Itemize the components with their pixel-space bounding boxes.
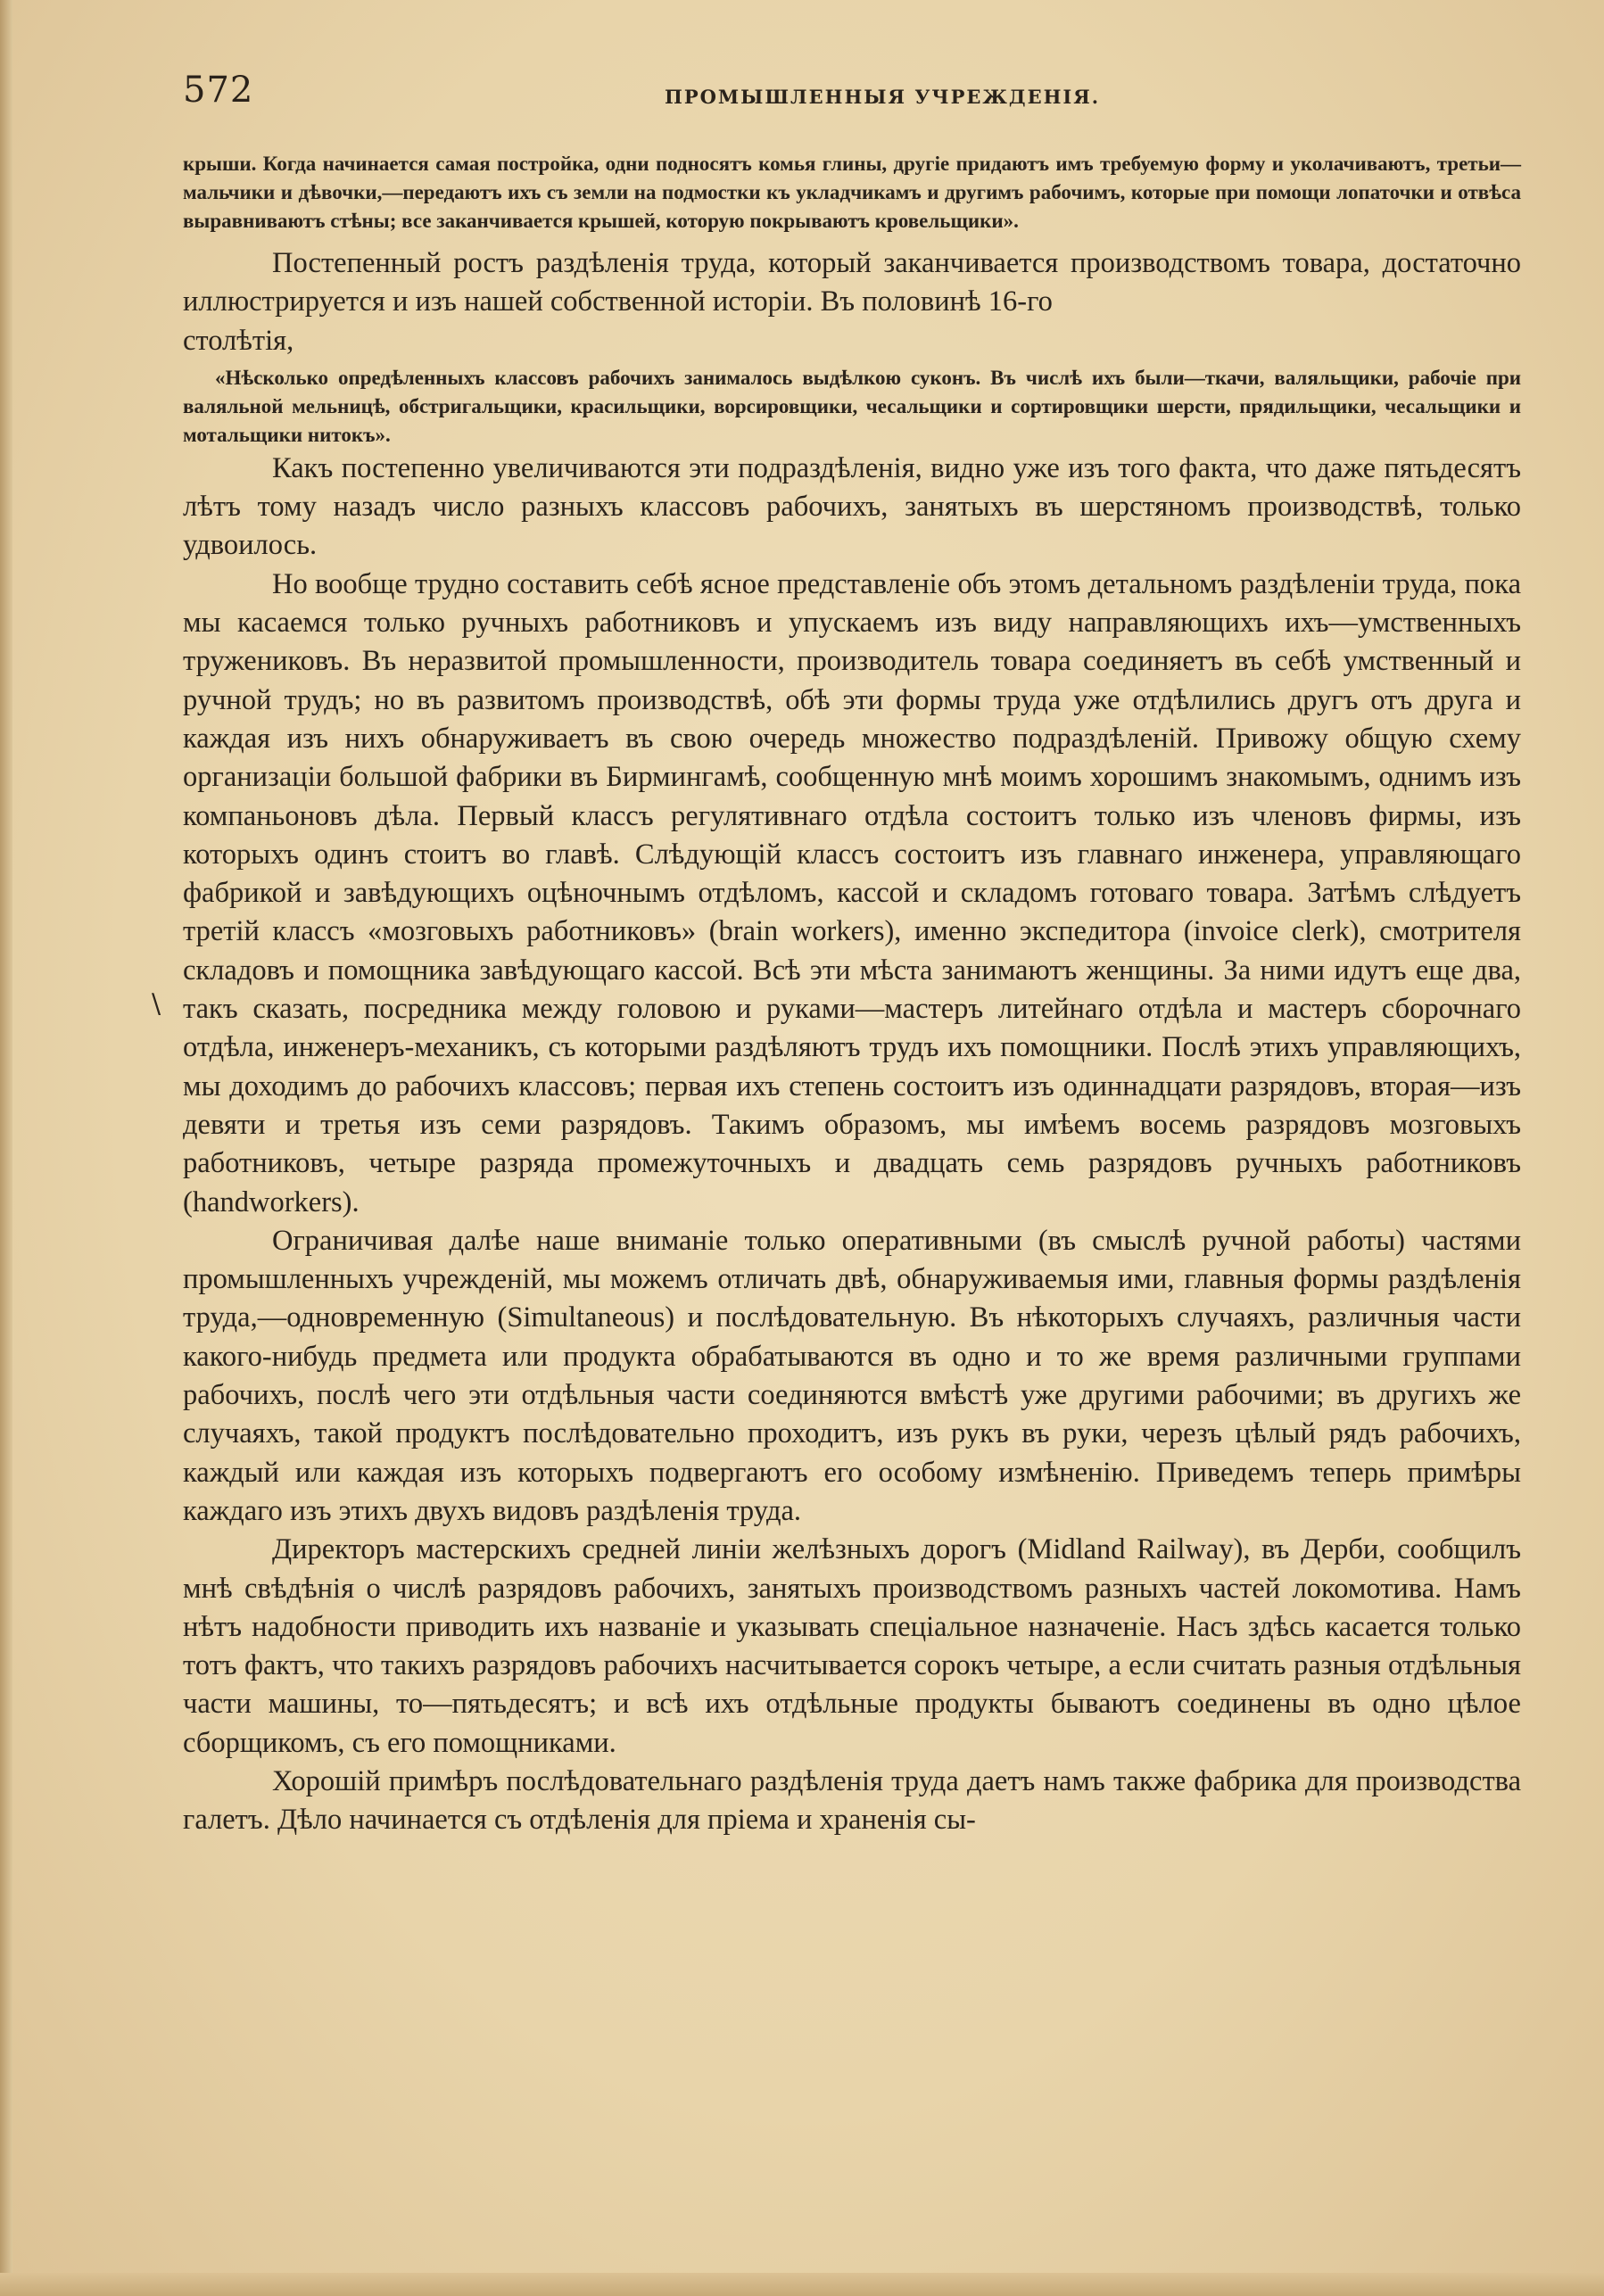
paragraph: Хорошій примѣръ послѣдовательнаго раздѣленія труда даетъ намъ также фабрика для производства галетъ. Дѣло начинается съ отдѣленія для пріема и храненія сы- [183,1764,1521,1837]
paragraph-end-line: столѣтія, [183,324,294,357]
paragraph: Постепенный ростъ раздѣленія труда, который заканчивается производствомъ товара, достаточно иллюстрируется и изъ нашей собственной исторіи. Въ половинѣ 16-го [183,247,1521,318]
page-binding-shadow [0,0,12,2296]
paragraph: Ограничивая далѣе наше вниманіе только оперативными (въ смыслѣ ручной работы) частями промышленныхъ учрежденій, мы можемъ отличать двѣ, обнаруживаемыя ими, главныя формы раздѣленія труда,—одновременную (Simultaneous) и послѣдовательную. Въ нѣкоторыхъ случаяхъ, различныя части какого-нибудь предмета или продукта обрабатываются въ одно и то же время различными группами рабочихъ, послѣ чего эти отдѣльныя части соединяются вмѣстѣ уже другими рабочими; въ другихъ же случаяхъ, такой продуктъ послѣдовательно проходитъ, изъ рукъ въ руки, черезъ цѣлый рядъ рабочихъ, каждый или каждая изъ которыхъ подвергаютъ его особому измѣненію. Приведемъ теперь примѣры каждаго изъ этихъ двухъ видовъ раздѣленія труда. [183,1224,1521,1527]
paragraph: Директоръ мастерскихъ средней линіи желѣзныхъ дорогъ (Midland Railway), въ Дерби, сообщилъ мнѣ свѣдѣнія о числѣ разрядовъ рабочихъ, занятыхъ производствомъ разныхъ частей локомотива. Намъ нѣтъ надобности приводить ихъ названіе и указывать спеціальное назначеніе. Насъ здѣсь касается только тотъ фактъ, что такихъ разрядовъ рабочихъ насчитывается сорокъ четыре, а если считать разныя отдѣльныя части машины, то—пятьдесятъ; и всѣ ихъ отдѣльные продукты бываютъ соединены въ одно цѣлое сборщикомъ, съ его помощниками. [183,1533,1521,1759]
page-number: 572 [183,70,254,111]
page-header [183,70,1521,123]
paragraph: Какъ постепенно увеличиваются эти подраздѣленія, видно уже изъ того факта, что даже пятьдесятъ лѣтъ тому назадъ число разныхъ классовъ рабочихъ, занятыхъ въ шерстяномъ производствѣ, только удвоилось. [183,451,1521,562]
block-quote: «Нѣсколько опредѣленныхъ классовъ рабочихъ занималось выдѣлкою суконъ. Въ числѣ ихъ были—ткачи, валяльщики, рабочіе при валяльной мельницѣ, обстригальщики, красильщики, ворсировщики, чесальщики и сортировщики шерсти, прядильщики, чесальщики и мотальщики нитокъ». [183,366,1521,446]
margin-mark: \ [152,988,161,1020]
running-title: ПРОМЫШЛЕННЫЯ УЧРЕЖДЕНІЯ. [665,86,1101,108]
page-bottom-edge [0,2273,1604,2296]
paragraph: Но вообще трудно составить себѣ ясное представленіе объ этомъ детальномъ раздѣленіи труда, пока мы касаемся только ручныхъ работниковъ и упускаемъ изъ виду направляющихъ ихъ—умственныхъ тружениковъ. Въ неразвитой промышленности, производитель товара соединяетъ въ себѣ умственный и ручной трудъ; но въ развитомъ производствѣ, обѣ эти формы труда уже отдѣлились другъ отъ друга и каждая изъ нихъ обнаруживаетъ въ свою очередь множество подраздѣленій. Привожу общую схему организаціи большой фабрики въ Бирмингамѣ, сообщенную мнѣ моимъ хорошимъ знакомымъ, однимъ изъ компаньоновъ дѣла. Первый классъ регулятивнаго отдѣла состоитъ только изъ членовъ фирмы, изъ которыхъ одинъ стоитъ во главѣ. Слѣдующій классъ состоитъ изъ главнаго инженера, управляющаго фабрикой и завѣдующихъ оцѣночнымъ отдѣломъ, кассой и складомъ готоваго товара. Затѣмъ слѣдуетъ третій классъ «мозговыхъ работниковъ» (brain workers), именно экспедитора (invoice clerk), смотрителя складовъ и помощника завѣдующаго кассой. Всѣ эти мѣста занимаютъ женщины. За ними идутъ еще два, такъ сказать, посредника между головою и руками—мастеръ литейнаго отдѣла и мастеръ сборочнаго отдѣла, инженеръ-механикъ, съ которыми раздѣляютъ трудъ ихъ помощники. Послѣ этихъ управляющихъ, мы доходимъ до рабочихъ классовъ; первая ихъ степень состоитъ изъ одиннадцати разрядовъ, вторая—изъ девяти и третья изъ семи разрядовъ. Такимъ образомъ, мы имѣемъ восемь разрядовъ мозговыхъ работниковъ, четыре разряда промежуточныхъ и двадцать семь разрядовъ ручныхъ работниковъ (handworkers). [183,567,1521,1218]
page-body [183,150,1521,1840]
quote-continuation: крыши. Когда начинается самая постройка, одни подносятъ комья глины, другіе придаютъ имъ требуемую форму и уколачиваютъ, третьи—мальчики и дѣвочки,—передаютъ ихъ съ земли на подмостки къ укладчикамъ и другимъ рабочимъ, которые при помощи лопаточки и отвѣса выравниваютъ стѣны; все заканчивается крышей, которую покрываютъ кровельщики». [183,153,1521,232]
